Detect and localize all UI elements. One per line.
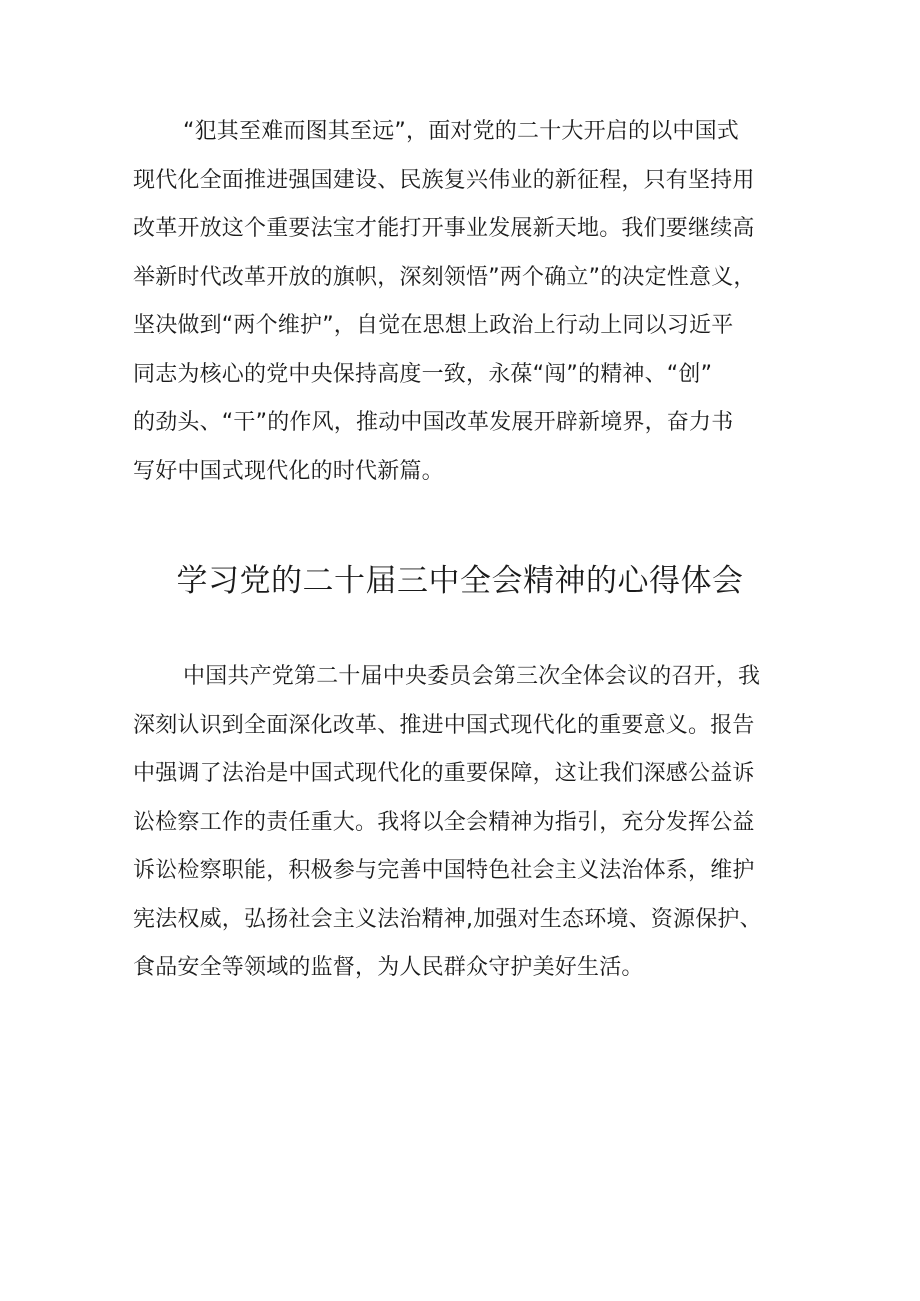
paragraph-line: 写好中国式现代化的时代新篇。 [133, 458, 444, 484]
paragraph-line: 深刻认识到全面深化改革、推进中国式现代化的重要意义。报告 [133, 712, 755, 738]
paragraph-line: 食品安全等领域的监督，为人民群众守护美好生活。 [133, 955, 644, 980]
paragraph-line: 改革开放这个重要法宝才能打开事业发展新天地。我们要继续高 [133, 216, 755, 241]
section-title: 学习党的二十届三中全会精神的心得体会 [176, 563, 744, 599]
paragraph-line: 坚决做到“两个维护”，自觉在思想上政治上行动上同以习近平 [133, 313, 734, 338]
paragraph-line: 中国共产党第二十届中央委员会第三次全体会议的召开，我 [183, 664, 761, 689]
paragraph-line: 同志为核心的党中央保持高度一致，永葆“闯”的精神、“创” [133, 361, 713, 387]
paragraph-line: 讼检察工作的责任重大。我将以全会精神为指引，充分发挥公益 [133, 809, 755, 835]
paragraph-line: 宪法权威，弘扬社会主义法治精神,加强对生态环境、资源保护、 [133, 906, 762, 932]
paragraph-line: 的劲头、“干”的作风，推动中国改革发展开辟新境界，奋力书 [133, 410, 734, 435]
paragraph-2 [133, 653, 805, 993]
paragraph-line: 诉讼检察职能，积极参与完善中国特色社会主义法治体系，维护 [133, 858, 755, 883]
paragraph-1 [133, 108, 805, 496]
paragraph-line: 现代化全面推进强国建设、民族复兴伟业的新征程，只有坚持用 [133, 167, 755, 193]
paragraph-line: “犯其至难而图其至远”，面对党的二十大开启的以中国式 [183, 119, 739, 144]
paragraph-line: 中强调了法治是中国式现代化的重要保障，这让我们深感公益诉 [133, 761, 755, 786]
paragraph-line: 举新时代改革开放的旗帜，深刻领悟”两个确立”的决定性意义， [133, 264, 756, 290]
